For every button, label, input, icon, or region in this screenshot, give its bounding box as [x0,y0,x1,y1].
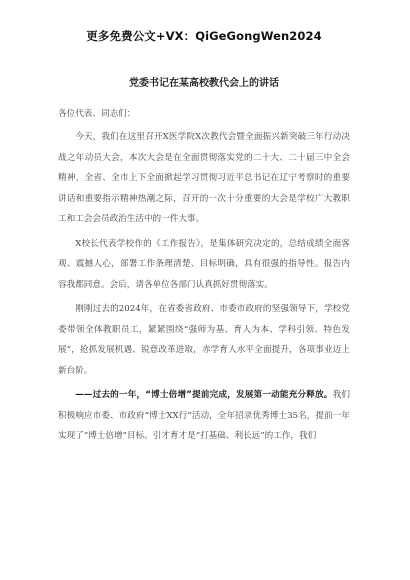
promo-banner: 更多免费公文+VX：QiGeGongWen2024 [86,29,322,43]
paragraph-3-text: 刚刚过去的2024年，在省委省政府、市委市政府的坚强领导下，学校党委带领全体教职员工，紧紧围绕“强师为基、育人为本、学科引领、特色发展”，抢抓发展机遇、锐意改革进取，赤学育人水平全面提升，各项事业迈上新台阶。 [58,304,350,376]
paragraph-1 [58,123,350,230]
document-title: 党委书记在某高校教代会上的讲话 [129,78,279,89]
paragraph-4 [58,381,350,447]
paragraph-4-text: 我们积极响应市委、市政府“博士XX行”活动，全年招录优秀博士35名，提前一年实现了“博士倍增”目标。引才育才是“打基础、利长远”的工作，我们 [58,390,350,441]
paragraph-1-text: 今天，我们在这里召开X医学院X次教代会暨全面振兴新突破三年行动决战之年动员大会，本次大会是在全面贯彻落实党的二十大、二十届三中全会精神，全省、全市上下全面掀起学习贯彻习近平总书记在辽宁考察时的重要讲话和重要指示精神热潮之际，召开的一次十分重要的大会是学校广大教职工和工会会员政治生活中的一件大事。 [58,132,350,224]
paragraph-3 [58,295,350,381]
paragraph-2-text: X校长代表学校作的《工作报告》，是集体研究决定的，总结成绩全面客观、震撼人心，部署工作条理清楚、目标明确，具有很强的指导性。报告内容我都同意。会后，请各单位各部门认真抓好贯彻落实。 [58,238,350,290]
paragraph-4-heading: ——过去的一年，“博士倍增”提前完成，发展第一动能充分释放。 [75,390,333,400]
paragraph-2 [58,230,350,296]
salutation: 各位代表、同志们： [58,109,136,119]
